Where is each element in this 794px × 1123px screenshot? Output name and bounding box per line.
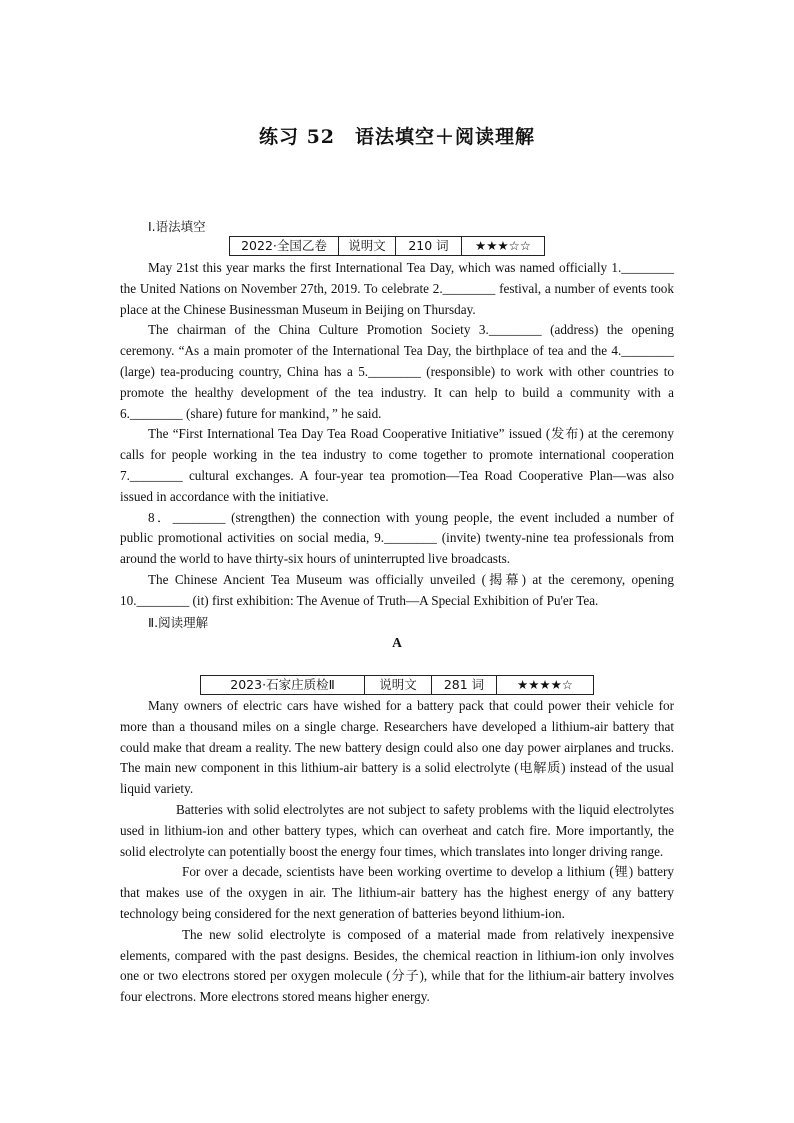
info-word-count: 281 词 <box>432 676 497 695</box>
passage-paragraph: For over a decade, scientists have been working overtime to develop a lithium (锂) battery that makes use of the oxygen in air. The lithium-air battery has the highest energy of any battery technology being considered for the next generation of batteries beyond lithium-ion. <box>120 864 674 921</box>
passage-a-heading: A <box>392 635 402 650</box>
info-genre: 说明文 <box>365 676 432 695</box>
info-word-count: 210 词 <box>396 237 462 256</box>
info-difficulty: ★★★☆☆ <box>462 237 545 256</box>
section-2-info-table <box>200 675 594 695</box>
section-2-passage <box>120 696 674 1008</box>
info-source: 2022·全国乙卷 <box>230 237 339 256</box>
passage-paragraph: The “First International Tea Day Tea Road Cooperative Initiative” issued (发布) at the ceremony calls for people working in the tea industry to come together to promote international cooperation 7.________ cultural exchanges. A four-year tea promotion—Tea Road Cooperative Plan—was also issued in accordance with the initiative. <box>120 426 674 504</box>
section-1-info-table <box>229 236 545 256</box>
passage-paragraph: Batteries with solid electrolytes are not subject to safety problems with the liquid electrolytes used in lithium-ion and other battery types, which can overheat and catch fire. More importantly, the solid electrolyte can potentially boost the energy four times, which translates into longer driving range. <box>120 801 674 859</box>
info-source: 2023·石家庄质检Ⅱ <box>201 676 365 695</box>
section-1-passage <box>120 258 674 612</box>
info-row <box>201 676 594 695</box>
passage-paragraph: The new solid electrolyte is composed of a material made from relatively inexpensive elements, compared with the past designs. Besides, the chemical reaction in lithium-ion only involves one or two electrons stored per oxygen molecule (分子), while that for the lithium-air battery involves four electrons. More electrons stored means higher energy. <box>120 926 674 1005</box>
section-2-label: Ⅱ.阅读理解 <box>148 615 209 630</box>
info-difficulty: ★★★★☆ <box>497 676 594 695</box>
passage-paragraph: May 21st this year marks the first International Tea Day, which was named officially 1.________ the United Nations on November 27th, 2019. To celebrate 2.________ festival, a number of events took place at the Chinese Businessman Museum in Beijing on Thursday. <box>120 260 674 317</box>
passage-paragraph: Many owners of electric cars have wished for a battery pack that could power their vehicle for more than a thousand miles on a single charge. Researchers have developed a lithium-air battery that could make that dream a reality. The new battery design could also one day power airplanes and trucks. The main new component in this lithium-air battery is a solid electrolyte (电解质) instead of the usual liquid variety. <box>120 698 674 797</box>
page-title: 练习 52 语法填空＋阅读理解 <box>258 126 536 148</box>
passage-paragraph: 8．________ (strengthen) the connection with young people, the event included a number of public promotional activities on social media, 9.________ (invite) twenty-nine tea professionals from around the world to have thirty-six hours of uninterrupted live broadcasts. <box>120 509 674 567</box>
info-row <box>230 237 545 256</box>
info-genre: 说明文 <box>339 237 396 256</box>
passage-paragraph: The chairman of the China Culture Promotion Society 3.________ (address) the opening ceremony. “As a main promoter of the International Tea Day, the birthplace of tea and the 4.________ (large) tea-producing country, China has a 5.________ (responsible) to work with other countries to promote the healthy development of the tea industry. It can help to build a community with a 6.________ (share) future for mankind，” he said. <box>120 322 674 421</box>
passage-paragraph: The Chinese Ancient Tea Museum was officially unveiled (揭幕) at the ceremony, opening 10.________ (it) first exhibition: The Avenue of Truth—A Special Exhibition of Pu'er Tea. <box>120 571 674 608</box>
section-1-label: Ⅰ.语法填空 <box>148 219 206 234</box>
